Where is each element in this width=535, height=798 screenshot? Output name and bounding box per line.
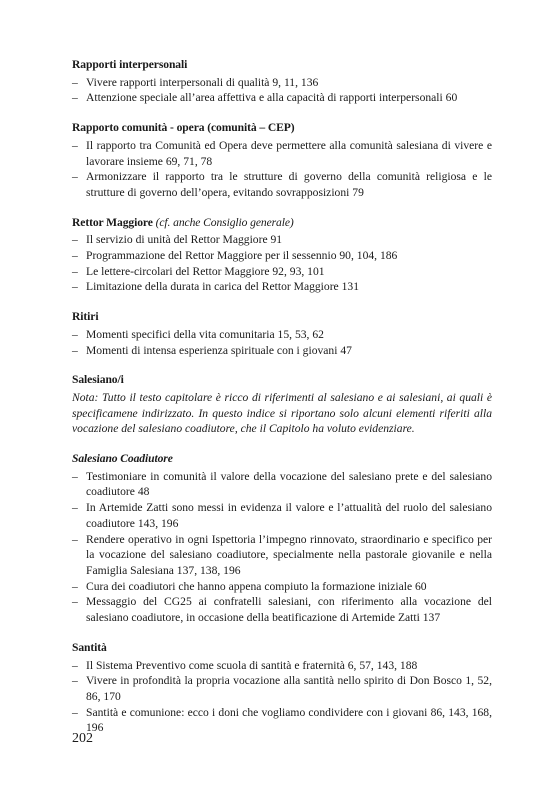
list-item: – Santità e comunione: ecco i doni che vogliamo condividere con i giovani 86, 143, 168, 196: [72, 705, 492, 736]
index-page: [72, 57, 492, 750]
list-item: – Armonizzare il rapporto tra le strutture di governo della comunità religiosa e le strutture di governo dell’opera, evitando sovrapposizioni 79: [72, 169, 492, 200]
list-item: – Limitazione della durata in carica del Rettor Maggiore 131: [72, 279, 492, 295]
index-entry-ritiri: [72, 309, 492, 358]
list-item: – Il Sistema Preventivo come scuola di santità e fraternità 6, 57, 143, 188: [72, 658, 492, 674]
list-item: – Momenti di intensa esperienza spirituale con i giovani 47: [72, 343, 492, 359]
list-item: – Programmazione del Rettor Maggiore per il sessennio 90, 104, 186: [72, 248, 492, 264]
entry-list: [72, 75, 492, 106]
list-item: – Testimoniare in comunità il valore della vocazione del salesiano prete e del salesiano coadiutore 48: [72, 469, 492, 500]
list-item: – Vivere in profondità la propria vocazione alla santità nello spirito di Don Bosco 1, 52, 86, 170: [72, 673, 492, 704]
entry-heading-title: Rettor Maggiore: [72, 215, 153, 229]
index-entry-rapporto-comunita-opera: [72, 120, 492, 201]
list-item: – Momenti specifici della vita comunitaria 15, 53, 62: [72, 327, 492, 343]
entry-heading: Rapporti interpersonali: [72, 58, 188, 71]
entry-list: [72, 327, 492, 358]
list-item: – Cura dei coadiutori che hanno appena compiuto la formazione iniziale 60: [72, 579, 492, 595]
entry-heading: Ritiri: [72, 310, 99, 324]
list-item: – Il servizio di unità del Rettor Maggiore 91: [72, 232, 492, 248]
list-item: – Attenzione speciale all’area affettiva e alla capacità di rapporti interpersonali 60: [72, 90, 492, 106]
page-number: 202: [72, 731, 93, 746]
entry-heading: Salesiano Coadiutore: [72, 452, 173, 466]
index-entry-salesiano-coadiutore: [72, 451, 492, 626]
entry-note: Nota: Tutto il testo capitolare è ricco di riferimenti al salesiano e ai salesiani, ai quali è specificamene indirizzato. In questo indice si riportano solo alcuni elementi riferiti alla vocazione del salesiano coadiutore, che il Capitolo ha voluto evidenziare.: [72, 390, 492, 436]
index-entry-salesiano: [72, 372, 492, 437]
entry-heading: Santità: [72, 640, 107, 654]
entry-list: [72, 469, 492, 626]
entry-list: [72, 232, 492, 295]
list-item: – Le lettere-circolari del Rettor Maggiore 92, 93, 101: [72, 264, 492, 280]
entry-heading: [72, 215, 492, 231]
list-item: – Rendere operativo in ogni Ispettoria l’impegno rinnovato, straordinario e specifico per la vocazione del salesiano coadiutore, specialmente nella pastorale giovanile e nella Famiglia Salesiana 137, 138, 196: [72, 532, 492, 579]
index-entry-santita: [72, 640, 492, 736]
index-entry-rapporti-interpersonali: [72, 57, 492, 106]
entry-heading: Salesiano/i: [72, 373, 124, 387]
entry-list: [72, 138, 492, 201]
entry-list: [72, 658, 492, 737]
entry-heading: Rapporto comunità - opera (comunità – CEP): [72, 121, 295, 135]
index-entry-rettor-maggiore: [72, 215, 492, 296]
list-item: – Messaggio del CG25 ai confratelli salesiani, con riferimento alla vocazione del salesiano coadiutore, in occasione della beatificazione di Artemide Zatti 137: [72, 594, 492, 625]
list-item: – Il rapporto tra Comunità ed Opera deve permettere alla comunità salesiana di vivere e lavorare insieme 69, 71, 78: [72, 138, 492, 169]
list-item: – Vivere rapporti interpersonali di qualità 9, 11, 136: [72, 75, 492, 91]
list-item: – In Artemide Zatti sono messi in evidenza il valore e l’attualità del ruolo del salesiano coadiutore 143, 196: [72, 500, 492, 531]
cross-reference-note: (cf. anche Consiglio generale): [155, 215, 294, 229]
